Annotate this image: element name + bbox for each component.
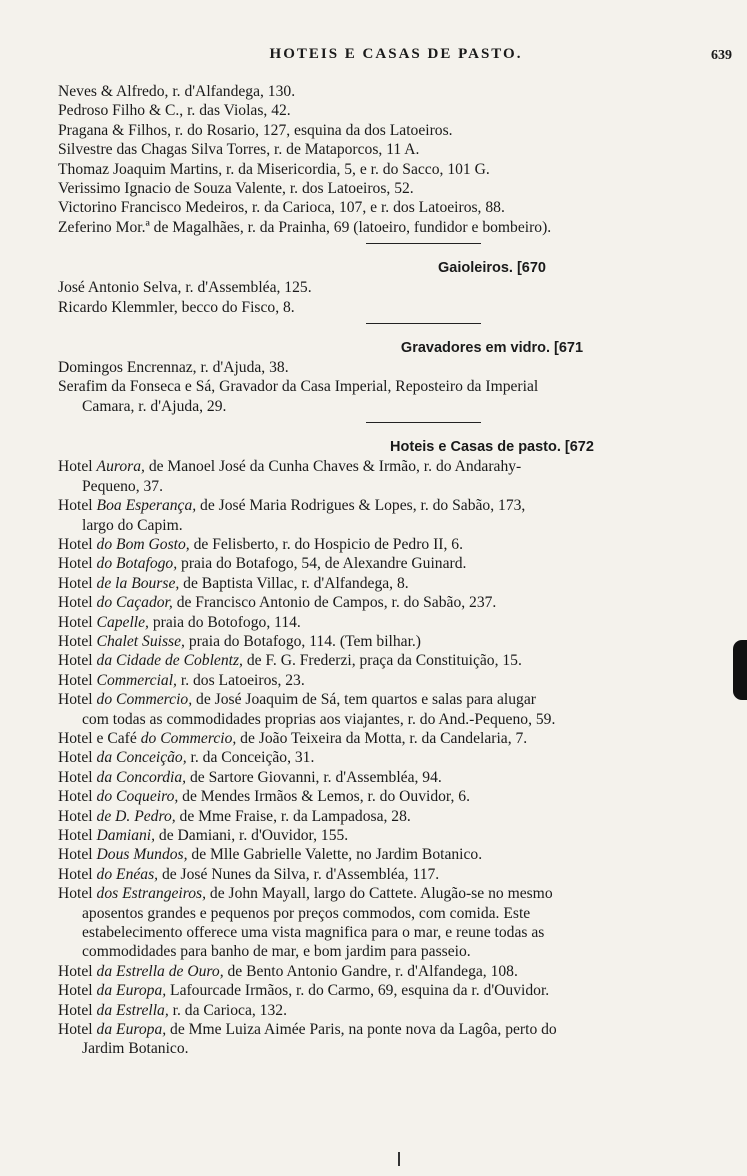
hotel-entry: [58, 787, 736, 806]
entry-line: Neves & Alfredo, r. d'Alfandega, 130.: [58, 83, 296, 100]
hotel-entry-continuation: com todas as commodidades proprias aos viajantes, r. do And.-Pequeno, 59.: [82, 710, 556, 728]
hotel-name: da Cidade de Coblentz,: [96, 652, 243, 670]
hotel-list: [58, 457, 736, 1059]
section-title-hoteis: Hoteis e Casas de pasto. [672: [390, 439, 594, 456]
hotel-details: de Felisberto, r. do Hospicio de Pedro II, 6.: [189, 535, 463, 553]
hotel-name: Commercial,: [96, 671, 177, 689]
hotel-prefix: Hotel: [58, 982, 97, 1000]
hotel-entry: [58, 865, 736, 884]
hotel-name: do Botafogo,: [96, 555, 178, 573]
hotel-prefix: Hotel: [58, 632, 97, 650]
section-divider: [366, 422, 481, 423]
hotel-details: de Baptista Villac, r. d'Alfandega, 8.: [179, 574, 409, 592]
hotel-name: do Commercio,: [96, 691, 193, 709]
hotel-prefix: Hotel: [58, 613, 97, 631]
section-divider: [366, 323, 481, 324]
hotel-details: de Bento Antonio Gandre, r. d'Alfandega, 108.: [223, 962, 518, 980]
hotel-details: praia do Botafogo, 54, de Alexandre Guinard.: [177, 555, 467, 573]
entry-line: Pragana & Filhos, r. do Rosario, 127, esquina da dos Latoeiros.: [58, 121, 453, 139]
hotel-name: Damiani,: [96, 827, 156, 844]
hotel-details: r. da Carioca, 132.: [168, 1001, 287, 1019]
entry-line: Pedroso Filho & C., r. das Violas, 42.: [58, 102, 291, 120]
hotel-prefix: Hotel e Café: [58, 729, 141, 747]
hotel-entry: [58, 981, 736, 1000]
entry-line: Verissimo Ignacio de Souza Valente, r. dos Latoeiros, 52.: [58, 180, 414, 198]
hotel-prefix: Hotel: [58, 574, 97, 592]
hotel-entry: [58, 826, 736, 845]
hotel-prefix: Hotel: [58, 594, 97, 612]
section-title-gaioleiros: Gaioleiros. [670: [438, 260, 546, 277]
hotel-entry: [58, 671, 736, 690]
hotel-name: da Europa,: [96, 982, 167, 1000]
hotel-details: Lafourcade Irmãos, r. do Carmo, 69, esquina da r. d'Ouvidor.: [166, 982, 550, 1000]
hotel-details: praia do Botofogo, 114.: [148, 613, 301, 631]
hotel-details: r. da Conceição, 31.: [186, 749, 315, 767]
hotel-name: da Europa,: [96, 1021, 167, 1039]
hotel-prefix: Hotel: [58, 1001, 97, 1019]
hotel-details: de Manoel José da Cunha Chaves & Irmão, r. do Andarahy-: [144, 458, 522, 476]
entry-line: Thomaz Joaquim Martins, r. da Misericordia, 5, e r. do Sacco, 101 G.: [58, 160, 490, 178]
hotel-prefix: Hotel: [58, 749, 97, 767]
hotel-prefix: Hotel: [58, 652, 97, 670]
hotel-prefix: Hotel: [58, 962, 97, 980]
hotel-name: do Coqueiro,: [96, 788, 179, 806]
running-title: HOTEIS E CASAS DE PASTO.: [269, 46, 523, 62]
hotel-name: Boa Esperança,: [96, 497, 197, 515]
hotel-prefix: Hotel: [58, 671, 97, 689]
hotel-details: de José Nunes da Silva, r. d'Assembléa, 117.: [158, 865, 440, 883]
section-divider: [366, 243, 481, 244]
hotel-prefix: Hotel: [58, 691, 97, 709]
hotel-details: de F. G. Frederzi, praça da Constituição, 15.: [242, 652, 522, 670]
hotel-entry: [58, 554, 736, 573]
entries-block: [58, 82, 736, 237]
hotel-details: de Sartore Giovanni, r. d'Assembléa, 94.: [186, 768, 442, 786]
hotel-prefix: Hotel: [58, 846, 97, 864]
hotel-entry: [58, 962, 736, 981]
hotel-details: praia do Botafogo, 114. (Tem bilhar.): [184, 632, 421, 650]
hotel-details: r. dos Latoeiros, 23.: [176, 671, 305, 689]
hotel-entry: [58, 884, 736, 903]
hotel-entry: [58, 807, 736, 826]
hotel-prefix: Hotel: [58, 788, 97, 806]
hotel-entry: [58, 632, 736, 651]
margin-ink-blot: [733, 640, 747, 700]
hotel-prefix: Hotel: [58, 865, 97, 883]
hotel-entry-continuation: Pequeno, 37.: [82, 477, 163, 495]
hotel-entry: [58, 1001, 736, 1020]
entry-line: Zeferino Mor.ª de Magalhães, r. da Prainha, 69 (latoeiro, fundidor e bombeiro).: [58, 218, 552, 236]
hotel-details: de José Maria Rodrigues & Lopes, r. do Sabão, 173,: [196, 497, 526, 515]
entry-continuation: Camara, r. d'Ajuda, 29.: [82, 397, 227, 415]
hotel-details: de Mme Fraise, r. da Lampadosa, 28.: [175, 807, 411, 825]
hotel-entry: [58, 768, 736, 787]
hotel-name: do Bom Gosto,: [96, 535, 190, 553]
hotel-entry-continuation: estabelecimento offerece uma vista magnifica para o mar, e reune todas as: [82, 924, 545, 942]
hotel-entry: [58, 496, 736, 515]
entry-line: Ricardo Klemmler, becco do Fisco, 8.: [58, 298, 295, 316]
hotel-name: do Caçador,: [96, 594, 173, 612]
hotel-details: de João Teixeira da Motta, r. da Candelaria, 7.: [236, 729, 528, 747]
hotel-name: Dous Mundos,: [96, 846, 188, 864]
hotel-details: de John Mayall, largo do Cattete. Alugão-se no mesmo: [206, 885, 553, 903]
entry-line: Domingos Encrennaz, r. d'Ajuda, 38.: [58, 359, 289, 377]
hotel-prefix: Hotel: [58, 555, 97, 573]
hotel-name: da Estrella,: [96, 1001, 169, 1019]
hotel-prefix: Hotel: [58, 885, 97, 903]
hotel-name: de la Bourse,: [96, 574, 180, 592]
hotel-prefix: Hotel: [58, 1021, 97, 1039]
hotel-prefix: Hotel: [58, 827, 97, 844]
hotel-entry: [58, 593, 736, 612]
hotel-name: Chalet Suisse,: [96, 632, 185, 650]
entry-line: Silvestre das Chagas Silva Torres, r. de Mataporcos, 11 A.: [58, 141, 420, 159]
hotel-details: de Mme Luiza Aimée Paris, na ponte nova da Lagôa, perto do: [166, 1021, 557, 1039]
hotel-name: da Conceição,: [96, 749, 187, 767]
hotel-entry: [58, 535, 736, 554]
hotel-entry: [58, 574, 736, 593]
hotel-entry: [58, 845, 736, 864]
hotel-details: de José Joaquim de Sá, tem quartos e salas para alugar: [192, 691, 536, 709]
hotel-entry: [58, 748, 736, 767]
hotel-details: de Damiani, r. d'Ouvidor, 155.: [155, 827, 349, 844]
hotel-prefix: Hotel: [58, 535, 97, 553]
hotel-name: Capelle,: [96, 613, 149, 631]
page-header: [60, 46, 732, 72]
hotel-prefix: Hotel: [58, 497, 97, 515]
hotel-name: dos Estrangeiros,: [96, 885, 206, 903]
page-body: [58, 82, 736, 1059]
hotel-entry-continuation: largo do Capim.: [82, 516, 183, 534]
hotel-name: Aurora,: [96, 458, 145, 476]
hotel-name: do Commercio,: [140, 729, 237, 747]
hotel-entry: [58, 457, 736, 476]
hotel-name: de D. Pedro,: [96, 807, 176, 825]
hotel-entry-continuation: Jardim Botanico.: [82, 1040, 189, 1058]
hotel-prefix: Hotel: [58, 807, 97, 825]
hotel-entry-continuation: aposentos grandes e pequenos por preços commodos, com comida. Este: [82, 904, 531, 922]
hotel-entry-continuation: commodidades para banho de mar, e bom jardim para passeio.: [82, 943, 471, 961]
entry-line: Victorino Francisco Medeiros, r. da Carioca, 107, e r. dos Latoeiros, 88.: [58, 199, 505, 217]
hotel-entry: [58, 1020, 736, 1039]
hotel-details: de Francisco Antonio de Campos, r. do Sabão, 237.: [172, 594, 497, 612]
hotel-name: do Enéas,: [96, 865, 159, 883]
hotel-entry: [58, 651, 736, 670]
hotel-entry: [58, 613, 736, 632]
hotel-details: de Mendes Irmãos & Lemos, r. do Ouvidor, 6.: [178, 788, 470, 806]
stray-mark: [398, 1152, 400, 1166]
section-title-gravadores: Gravadores em vidro. [671: [400, 340, 584, 357]
hotel-prefix: Hotel: [58, 768, 97, 786]
hotel-name: da Concordia,: [96, 768, 187, 786]
page-number: 639: [711, 48, 732, 63]
entry-line: José Antonio Selva, r. d'Assembléa, 125.: [58, 279, 312, 297]
hotel-details: de Mlle Gabrielle Valette, no Jardim Botanico.: [187, 846, 483, 864]
hotel-entry: [58, 690, 736, 709]
hotel-entry: [58, 729, 736, 748]
hotel-prefix: Hotel: [58, 458, 97, 476]
entry-line: Serafim da Fonseca e Sá, Gravador da Casa Imperial, Reposteiro da Imperial: [58, 378, 539, 396]
hotel-name: da Estrella de Ouro,: [96, 962, 224, 980]
